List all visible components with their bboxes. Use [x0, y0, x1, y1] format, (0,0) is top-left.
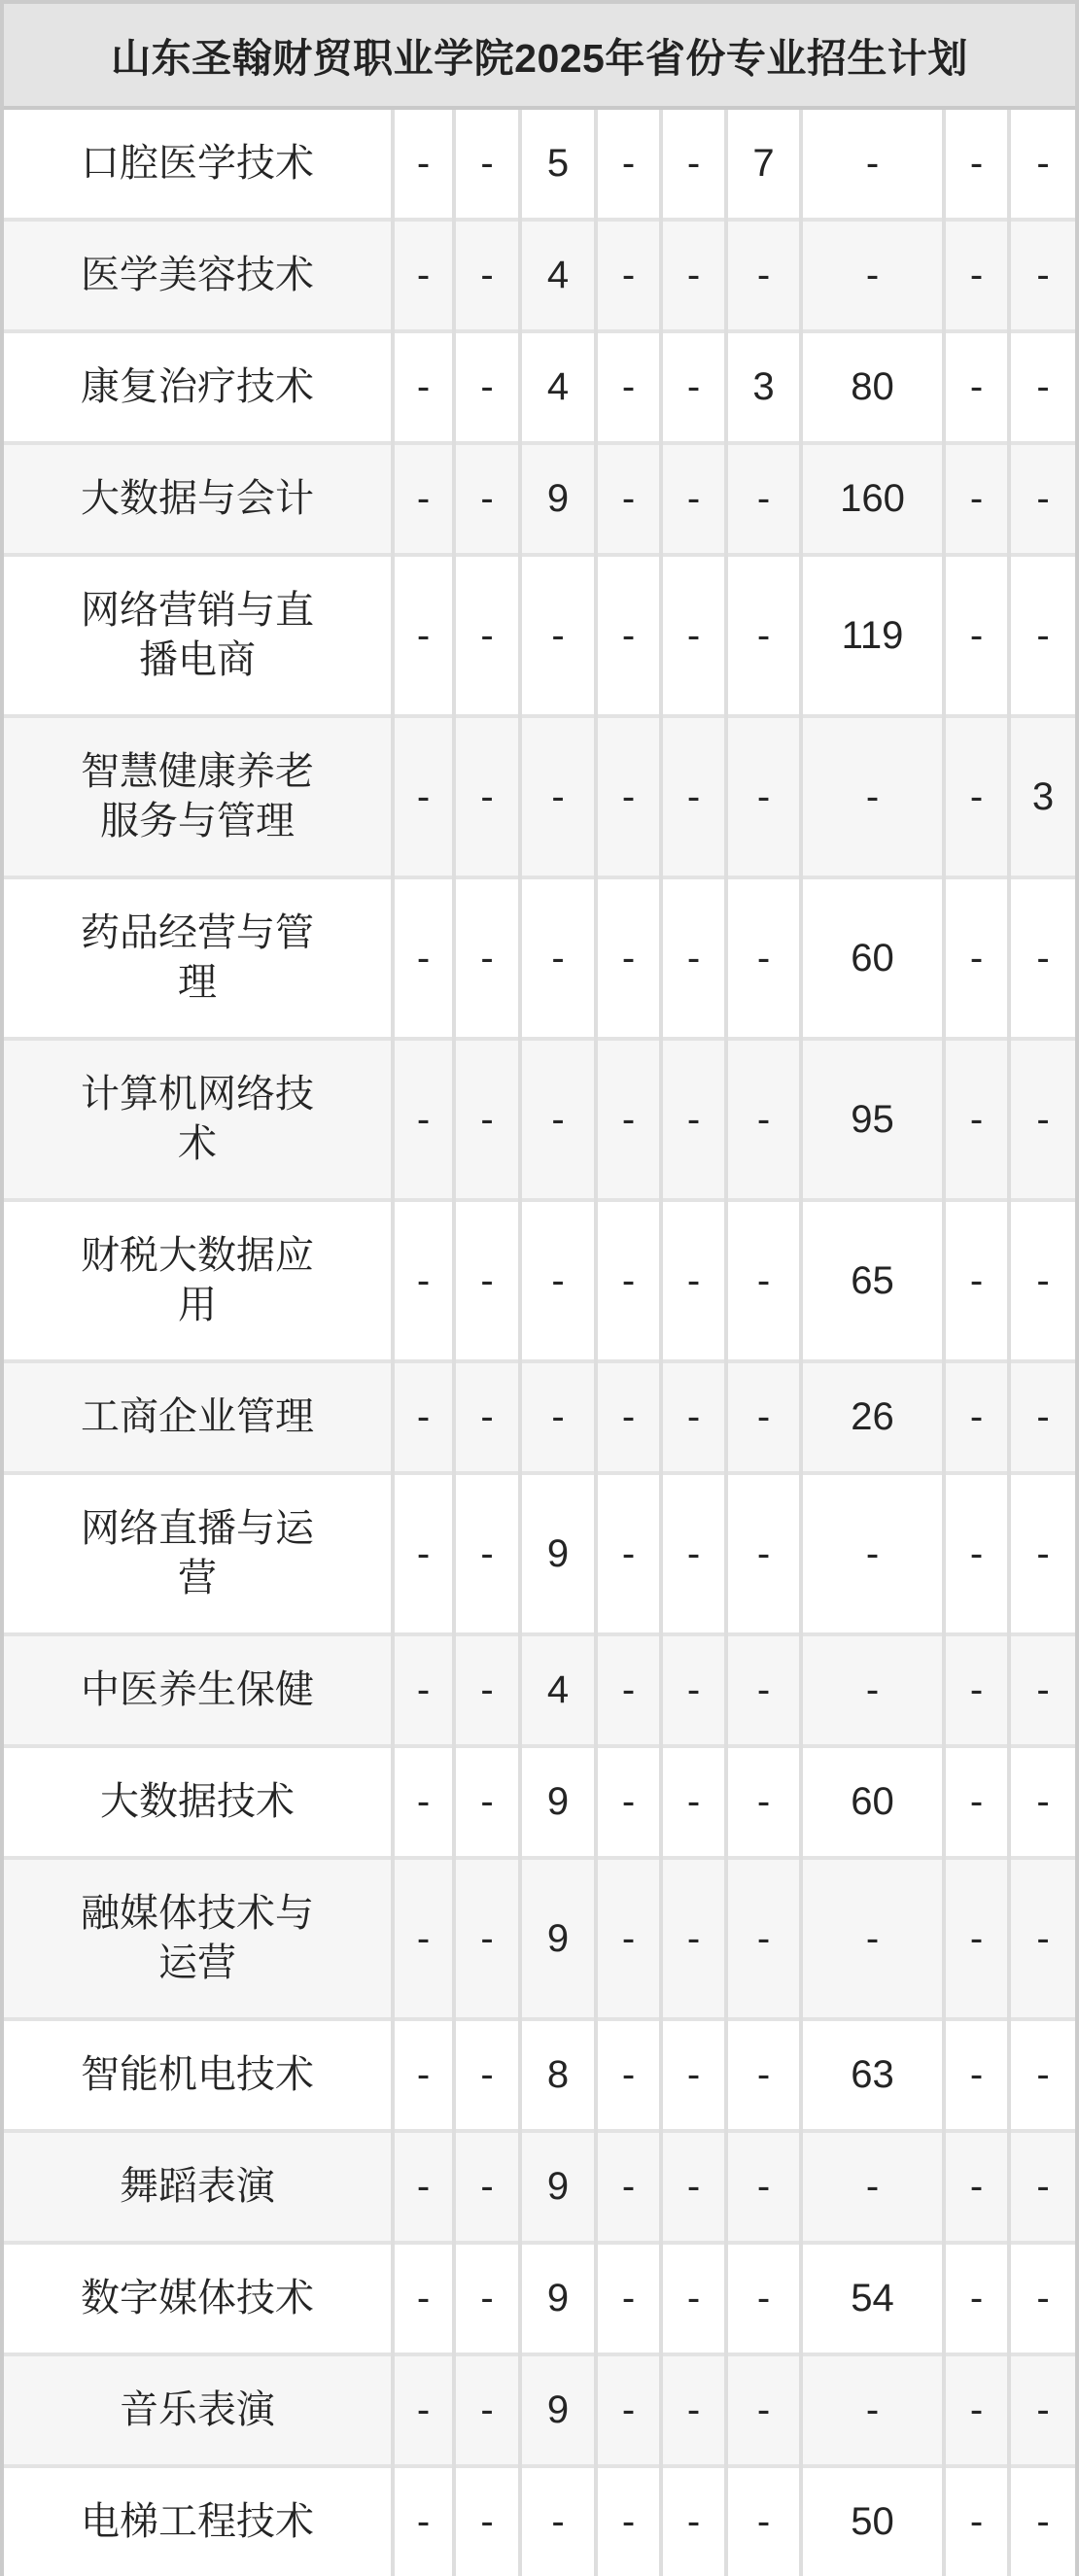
plan-value-cell: -	[596, 2243, 661, 2354]
plan-value-cell: -	[661, 716, 726, 877]
plan-value-cell: -	[661, 555, 726, 716]
plan-value-cell: -	[596, 443, 661, 555]
plan-value-cell: 54	[801, 2243, 944, 2354]
plan-value-cell: -	[944, 108, 1009, 220]
plan-value-cell: -	[393, 555, 454, 716]
plan-value-cell: -	[454, 2019, 520, 2131]
table-row	[4, 2466, 1075, 2576]
table-row	[4, 2019, 1075, 2131]
plan-value-cell: -	[661, 877, 726, 1039]
plan-value-cell: -	[393, 2354, 454, 2466]
major-name-cell: 财税大数据应用	[4, 1200, 393, 1361]
plan-value-cell: 9	[520, 1473, 596, 1634]
plan-value-cell: -	[520, 2466, 596, 2576]
plan-value-cell: -	[393, 1039, 454, 1200]
table-row	[4, 716, 1075, 877]
table-title: 山东圣翰财贸职业学院2025年省份专业招生计划	[4, 4, 1075, 108]
major-name-cell: 药品经营与管理	[4, 877, 393, 1039]
plan-value-cell: -	[1009, 2019, 1075, 2131]
plan-value-cell: -	[661, 2243, 726, 2354]
plan-value-cell: -	[661, 2354, 726, 2466]
plan-value-cell: 60	[801, 877, 944, 1039]
plan-value-cell: -	[726, 443, 801, 555]
plan-value-cell: -	[1009, 1746, 1075, 1858]
table-row	[4, 1746, 1075, 1858]
plan-value-cell: 7	[726, 108, 801, 220]
plan-value-cell: -	[1009, 2466, 1075, 2576]
plan-value-cell: -	[801, 2354, 944, 2466]
plan-value-cell: -	[454, 443, 520, 555]
plan-value-cell: -	[661, 1634, 726, 1746]
plan-value-cell: 9	[520, 1858, 596, 2019]
plan-value-cell: -	[596, 1039, 661, 1200]
plan-value-cell: 4	[520, 1634, 596, 1746]
plan-value-cell: -	[944, 1634, 1009, 1746]
plan-value-cell: -	[393, 1746, 454, 1858]
plan-value-cell: -	[596, 2354, 661, 2466]
plan-value-cell: -	[726, 2466, 801, 2576]
table-row	[4, 1634, 1075, 1746]
plan-value-cell: -	[454, 2243, 520, 2354]
plan-value-cell: -	[520, 1361, 596, 1473]
plan-value-cell: -	[596, 331, 661, 443]
plan-value-cell: 9	[520, 2131, 596, 2243]
plan-value-cell: -	[596, 108, 661, 220]
major-name-cell: 工商企业管理	[4, 1361, 393, 1473]
plan-value-cell: 60	[801, 1746, 944, 1858]
plan-value-cell: -	[596, 1858, 661, 2019]
plan-value-cell: -	[661, 1746, 726, 1858]
plan-value-cell: -	[801, 108, 944, 220]
plan-value-cell: -	[944, 2354, 1009, 2466]
plan-value-cell: -	[944, 1039, 1009, 1200]
plan-value-cell: -	[1009, 877, 1075, 1039]
plan-value-cell: -	[726, 716, 801, 877]
plan-value-cell: -	[596, 1634, 661, 1746]
plan-value-cell: -	[1009, 1039, 1075, 1200]
plan-value-cell: -	[454, 1473, 520, 1634]
plan-value-cell: -	[596, 1473, 661, 1634]
plan-value-cell: -	[801, 2131, 944, 2243]
plan-value-cell: -	[944, 1200, 1009, 1361]
plan-value-cell: -	[661, 1200, 726, 1361]
plan-value-cell: -	[393, 2466, 454, 2576]
major-name-cell: 口腔医学技术	[4, 108, 393, 220]
plan-value-cell: -	[726, 220, 801, 331]
plan-value-cell: -	[393, 2019, 454, 2131]
table-body	[4, 108, 1075, 2576]
major-name-cell: 融媒体技术与运营	[4, 1858, 393, 2019]
plan-value-cell: -	[596, 1746, 661, 1858]
plan-value-cell: -	[661, 1039, 726, 1200]
major-name-cell: 大数据与会计	[4, 443, 393, 555]
plan-value-cell: -	[393, 220, 454, 331]
table-row	[4, 443, 1075, 555]
plan-value-cell: 5	[520, 108, 596, 220]
plan-value-cell: -	[944, 1473, 1009, 1634]
plan-value-cell: -	[1009, 108, 1075, 220]
major-name-cell: 网络营销与直播电商	[4, 555, 393, 716]
table-header	[4, 4, 1075, 108]
plan-value-cell: -	[661, 2466, 726, 2576]
plan-value-cell: -	[661, 1361, 726, 1473]
plan-value-cell: -	[726, 1746, 801, 1858]
plan-value-cell: 50	[801, 2466, 944, 2576]
major-name-cell: 智慧健康养老服务与管理	[4, 716, 393, 877]
plan-value-cell: -	[801, 716, 944, 877]
plan-value-cell: -	[944, 331, 1009, 443]
plan-value-cell: -	[596, 1200, 661, 1361]
table-row	[4, 1361, 1075, 1473]
major-name-cell: 康复治疗技术	[4, 331, 393, 443]
plan-value-cell: 26	[801, 1361, 944, 1473]
plan-value-cell: -	[454, 555, 520, 716]
plan-value-cell: -	[726, 555, 801, 716]
table-row	[4, 555, 1075, 716]
plan-value-cell: -	[454, 2131, 520, 2243]
plan-value-cell: -	[393, 2131, 454, 2243]
plan-value-cell: -	[1009, 2131, 1075, 2243]
plan-value-cell: -	[661, 220, 726, 331]
major-name-cell: 电梯工程技术	[4, 2466, 393, 2576]
table-row	[4, 220, 1075, 331]
plan-value-cell: -	[393, 1634, 454, 1746]
major-name-cell: 大数据技术	[4, 1746, 393, 1858]
plan-value-cell: -	[726, 1473, 801, 1634]
plan-value-cell: -	[393, 1361, 454, 1473]
plan-value-cell: -	[801, 220, 944, 331]
plan-value-cell: -	[726, 2354, 801, 2466]
plan-value-cell: 3	[726, 331, 801, 443]
plan-value-cell: -	[454, 220, 520, 331]
major-name-cell: 数字媒体技术	[4, 2243, 393, 2354]
plan-value-cell: -	[661, 2131, 726, 2243]
plan-value-cell: -	[520, 555, 596, 716]
plan-value-cell: -	[393, 877, 454, 1039]
plan-value-cell: 80	[801, 331, 944, 443]
plan-value-cell: 4	[520, 331, 596, 443]
plan-value-cell: -	[454, 877, 520, 1039]
plan-value-cell: 65	[801, 1200, 944, 1361]
table-row	[4, 2354, 1075, 2466]
plan-value-cell: -	[393, 331, 454, 443]
major-name-cell: 音乐表演	[4, 2354, 393, 2466]
plan-value-cell: -	[596, 2131, 661, 2243]
table-row	[4, 877, 1075, 1039]
plan-value-cell: 9	[520, 443, 596, 555]
plan-value-cell: -	[454, 1858, 520, 2019]
plan-value-cell: 95	[801, 1039, 944, 1200]
plan-value-cell: -	[454, 108, 520, 220]
plan-value-cell: -	[1009, 1858, 1075, 2019]
major-name-cell: 网络直播与运营	[4, 1473, 393, 1634]
plan-value-cell: -	[520, 716, 596, 877]
plan-value-cell: 9	[520, 1746, 596, 1858]
plan-value-cell: -	[454, 1634, 520, 1746]
plan-value-cell: -	[1009, 1200, 1075, 1361]
plan-value-cell: -	[454, 1200, 520, 1361]
plan-value-cell: -	[393, 108, 454, 220]
plan-value-cell: -	[393, 1473, 454, 1634]
plan-value-cell: -	[393, 443, 454, 555]
plan-value-cell: -	[801, 1858, 944, 2019]
plan-value-cell: -	[1009, 443, 1075, 555]
plan-value-cell: 3	[1009, 716, 1075, 877]
plan-value-cell: -	[801, 1473, 944, 1634]
major-name-cell: 智能机电技术	[4, 2019, 393, 2131]
plan-value-cell: -	[1009, 1361, 1075, 1473]
table-row	[4, 1473, 1075, 1634]
plan-value-cell: -	[661, 331, 726, 443]
plan-value-cell: -	[944, 2466, 1009, 2576]
plan-value-cell: -	[520, 1039, 596, 1200]
plan-value-cell: -	[726, 1200, 801, 1361]
plan-value-cell: 8	[520, 2019, 596, 2131]
plan-value-cell: -	[1009, 1473, 1075, 1634]
table-row	[4, 2243, 1075, 2354]
plan-value-cell: -	[393, 716, 454, 877]
plan-value-cell: -	[661, 1473, 726, 1634]
plan-value-cell: -	[944, 716, 1009, 877]
plan-value-cell: -	[726, 1858, 801, 2019]
plan-value-cell: -	[944, 877, 1009, 1039]
major-name-cell: 计算机网络技术	[4, 1039, 393, 1200]
plan-value-cell: -	[726, 2243, 801, 2354]
major-name-cell: 舞蹈表演	[4, 2131, 393, 2243]
table-row	[4, 331, 1075, 443]
plan-value-cell: -	[1009, 220, 1075, 331]
plan-value-cell: -	[944, 1746, 1009, 1858]
plan-value-cell: 9	[520, 2354, 596, 2466]
plan-value-cell: -	[661, 443, 726, 555]
plan-value-cell: -	[454, 1746, 520, 1858]
plan-value-cell: -	[596, 1361, 661, 1473]
plan-value-cell: -	[726, 1039, 801, 1200]
plan-value-cell: -	[944, 555, 1009, 716]
plan-value-cell: -	[1009, 1634, 1075, 1746]
plan-value-cell: -	[454, 716, 520, 877]
plan-value-cell: -	[1009, 2354, 1075, 2466]
plan-value-cell: 9	[520, 2243, 596, 2354]
table-row	[4, 1200, 1075, 1361]
plan-value-cell: -	[596, 877, 661, 1039]
plan-value-cell: -	[596, 2466, 661, 2576]
enrollment-table	[4, 4, 1075, 2576]
plan-value-cell: -	[944, 1858, 1009, 2019]
plan-value-cell: -	[801, 1634, 944, 1746]
plan-value-cell: -	[596, 220, 661, 331]
plan-value-cell: -	[596, 716, 661, 877]
plan-value-cell: -	[661, 108, 726, 220]
plan-value-cell: -	[944, 443, 1009, 555]
plan-value-cell: -	[454, 1361, 520, 1473]
plan-value-cell: -	[1009, 331, 1075, 443]
major-name-cell: 中医养生保健	[4, 1634, 393, 1746]
plan-value-cell: 119	[801, 555, 944, 716]
plan-value-cell: -	[726, 877, 801, 1039]
plan-value-cell: -	[726, 1361, 801, 1473]
plan-value-cell: -	[944, 1361, 1009, 1473]
plan-value-cell: -	[944, 2243, 1009, 2354]
plan-value-cell: 4	[520, 220, 596, 331]
plan-value-cell: -	[726, 2131, 801, 2243]
table-row	[4, 2131, 1075, 2243]
table-row	[4, 1858, 1075, 2019]
plan-value-cell: -	[1009, 555, 1075, 716]
plan-value-cell: -	[661, 2019, 726, 2131]
plan-value-cell: -	[726, 1634, 801, 1746]
plan-value-cell: -	[454, 2466, 520, 2576]
plan-value-cell: -	[520, 1200, 596, 1361]
plan-value-cell: -	[944, 2131, 1009, 2243]
plan-value-cell: 63	[801, 2019, 944, 2131]
plan-value-cell: -	[661, 1858, 726, 2019]
plan-value-cell: -	[393, 1200, 454, 1361]
plan-value-cell: -	[520, 877, 596, 1039]
plan-value-cell: 160	[801, 443, 944, 555]
title-row	[4, 4, 1075, 108]
table-row	[4, 1039, 1075, 1200]
plan-value-cell: -	[944, 2019, 1009, 2131]
plan-value-cell: -	[393, 1858, 454, 2019]
plan-value-cell: -	[596, 555, 661, 716]
table-row	[4, 108, 1075, 220]
plan-value-cell: -	[726, 2019, 801, 2131]
major-name-cell: 医学美容技术	[4, 220, 393, 331]
plan-value-cell: -	[454, 1039, 520, 1200]
plan-value-cell: -	[454, 331, 520, 443]
plan-value-cell: -	[596, 2019, 661, 2131]
plan-value-cell: -	[944, 220, 1009, 331]
plan-value-cell: -	[393, 2243, 454, 2354]
plan-value-cell: -	[1009, 2243, 1075, 2354]
plan-value-cell: -	[454, 2354, 520, 2466]
